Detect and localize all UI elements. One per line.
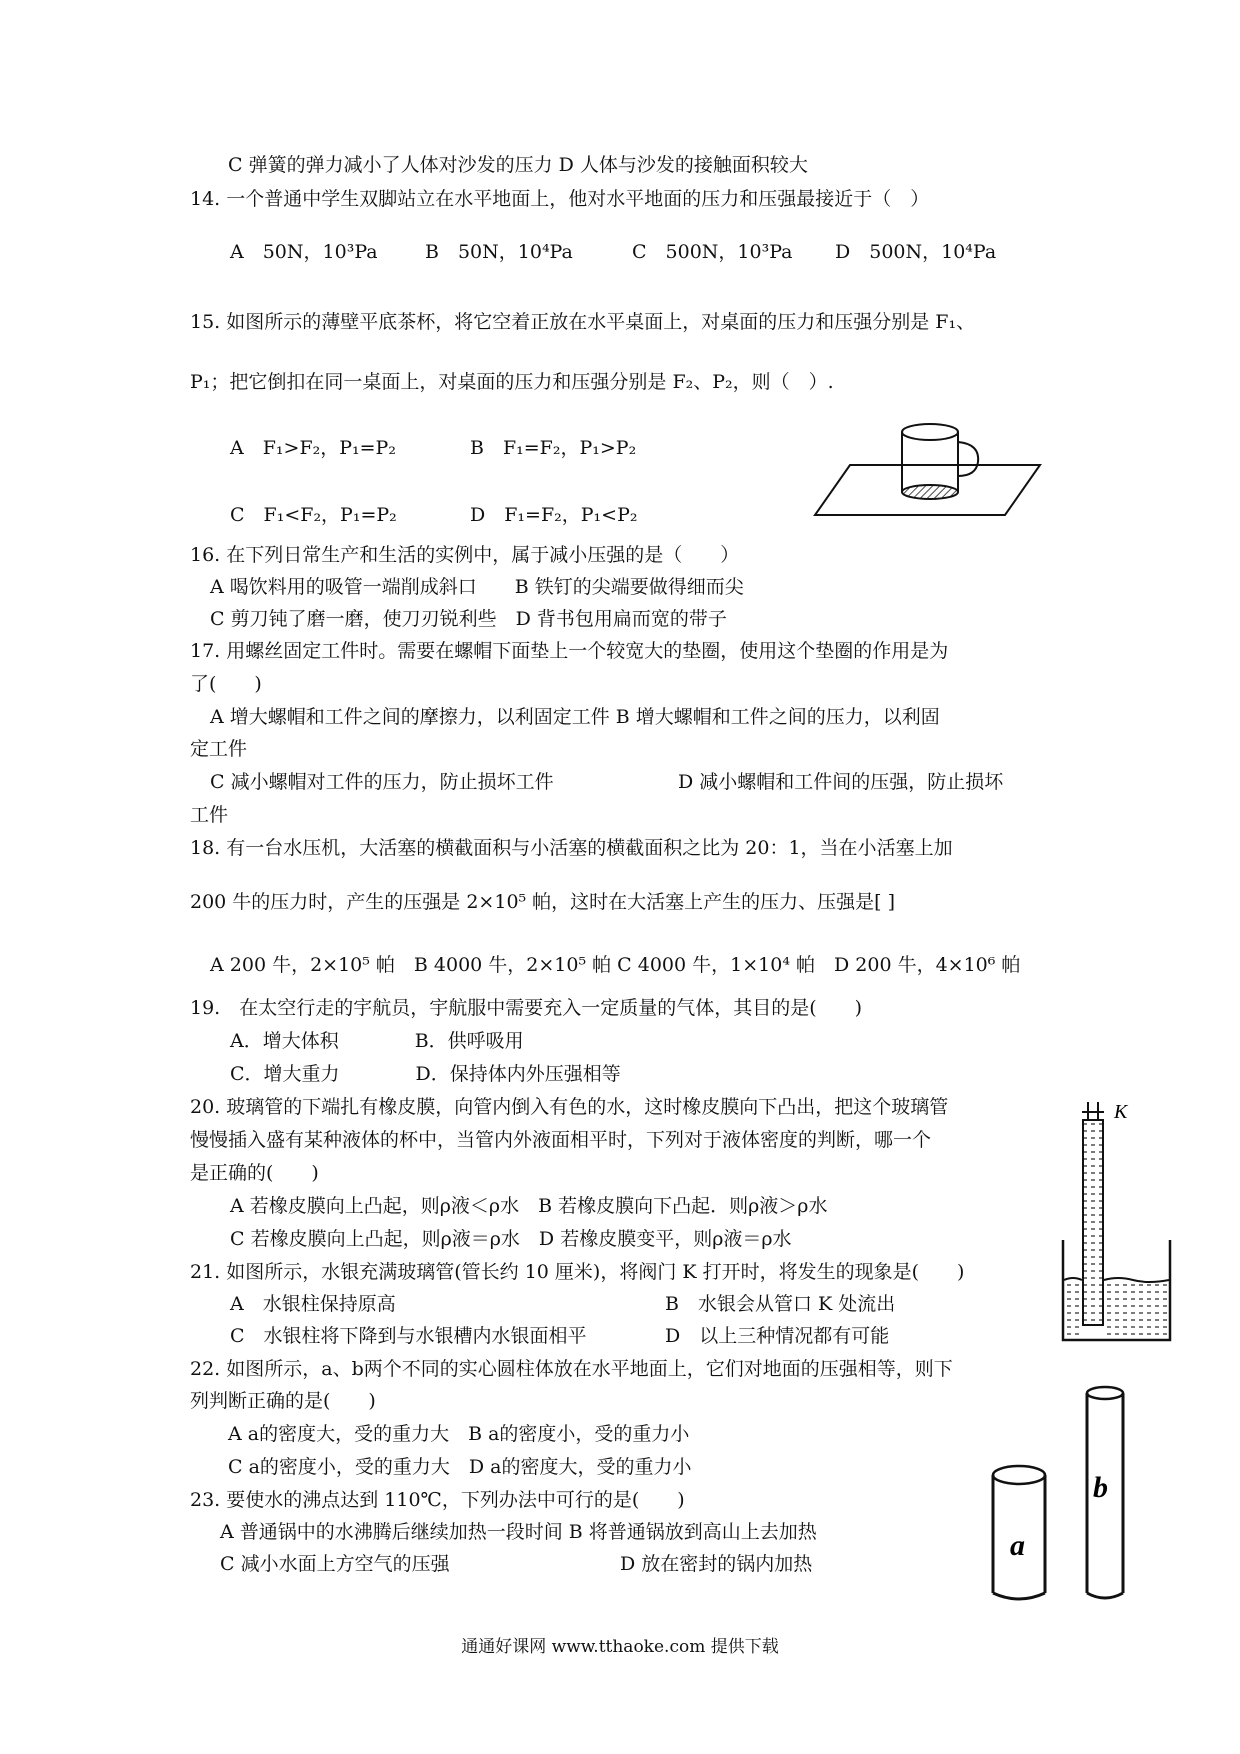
q18-options: A 200 牛，2×10⁵ 帕 B 4000 牛，2×10⁵ 帕 C 4000 牛，1×10⁴ 帕 D 200 牛，4×10⁶ 帕 [210, 954, 1021, 976]
cylinder-b-label: b [1093, 1471, 1108, 1504]
q17-options-ab: A 增大螺帽和工件之间的摩擦力，以利固定工件 B 增大螺帽和工件之间的压力，以利固 [210, 706, 940, 728]
q20-options-ab: A 若橡皮膜向上凸起，则ρ液＜ρ水 B 若橡皮膜向下凸起．则ρ液＞ρ水 [230, 1195, 828, 1217]
q15-stem-cont: P₁；把它倒扣在同一桌面上，对桌面的压力和压强分别是 F₂、P₂，则（ ）. [190, 371, 834, 393]
q21-option-c: C 水银柱将下降到与水银槽内水银面相平 [230, 1325, 587, 1347]
q17-option-b-cont: 定工件 [190, 738, 248, 760]
mercury-liquid [1104, 1282, 1169, 1339]
q20-options-cd: C 若橡皮膜向上凸起，则ρ液＝ρ水 D 若橡皮膜变平，则ρ液＝ρ水 [230, 1228, 792, 1250]
cylinder-b-top [1087, 1387, 1123, 1399]
page-footer: 通通好课网 www.tthaoke.com 提供下载 [461, 1637, 779, 1657]
q20-stem-end: 是正确的( ) [190, 1162, 319, 1184]
q23-option-c: C 减小水面上方空气的压强 [220, 1553, 450, 1575]
q15-stem: 15. 如图所示的薄壁平底茶杯，将它空着正放在水平桌面上，对桌面的压力和压强分别是 F₁、 [190, 311, 976, 333]
q14-option-c: C 500N，10³Pa [632, 241, 793, 263]
q21-option-a: A 水银柱保持原高 [230, 1293, 396, 1315]
cup-handle [958, 442, 978, 476]
q16-options-cd: C 剪刀钝了磨一磨，使刀刃锐利些 D 背书包用扁而宽的带子 [210, 608, 727, 630]
q22-stem: 22. 如图所示，a、b两个不同的实心圆柱体放在水平地面上，它们对地面的压强相等，则下 [190, 1358, 953, 1380]
q14-option-d: D 500N，10⁴Pa [835, 241, 997, 263]
mercury-tube-figure [1058, 1100, 1178, 1345]
q18-stem: 18. 有一台水压机，大活塞的横截面积与小活塞的横截面积之比为 20：1，当在小活塞上加 [190, 837, 953, 859]
q17-option-c: C 减小螺帽对工件的压力，防止损坏工件 [210, 771, 554, 793]
q23-stem: 23. 要使水的沸点达到 110℃，下列办法中可行的是( ) [190, 1489, 685, 1511]
glass-tube [1083, 1120, 1103, 1325]
q18-stem-cont: 200 牛的压力时，产生的压强是 2×10⁵ 帕，这时在大活塞上产生的压力、压强是[ ] [190, 891, 896, 913]
q14-option-a: A 50N，10³Pa [230, 241, 378, 263]
cup-base [902, 485, 958, 499]
cylinders-figure [985, 1385, 1145, 1610]
q17-stem: 17. 用螺丝固定工件时。需要在螺帽下面垫上一个较宽大的垫圈，使用这个垫圈的作用是为 [190, 640, 949, 662]
q17-stem-cont: 了( ) [190, 673, 262, 695]
q15-option-d: D F₁=F₂，P₁<P₂ [470, 504, 638, 526]
cup-on-table-figure [810, 410, 1050, 530]
q19-options-cd: C．增大重力 D．保持体内外压强相等 [230, 1063, 621, 1085]
cylinder-a-body [993, 1593, 1045, 1599]
q23-options-ab: A 普通锅中的水沸腾后继续加热一段时间 B 将普通锅放到高山上去加热 [220, 1521, 817, 1543]
q14-stem: 14. 一个普通中学生双脚站立在水平地面上，他对水平地面的压力和压强最接近于（ ） [190, 188, 930, 210]
q14-option-b: B 50N，10⁴Pa [425, 241, 573, 263]
q21-stem: 21. 如图所示，水银充满玻璃管(管长约 10 厘米)，将阀门 K 打开时，将发生的现象是( ) [190, 1261, 965, 1283]
valve-label: K [1114, 1101, 1128, 1123]
q15-option-b: B F₁=F₂，P₁>P₂ [470, 437, 637, 459]
cup-rim [902, 424, 958, 440]
q21-option-b: B 水银会从管口 K 处流出 [665, 1293, 896, 1315]
cylinder-a-label: a [1010, 1529, 1025, 1562]
q21-option-d: D 以上三种情况都有可能 [665, 1325, 890, 1347]
q15-option-a: A F₁>F₂，P₁=P₂ [230, 437, 396, 459]
q17-option-d-cont: 工件 [190, 804, 229, 826]
q22-options-cd: C a的密度小，受的重力大 D a的密度大，受的重力小 [228, 1456, 692, 1478]
q19-stem: 19. 在太空行走的宇航员，宇航服中需要充入一定质量的气体，其目的是( ) [190, 997, 863, 1019]
q22-stem-cont: 列判断正确的是( ) [190, 1390, 376, 1412]
q13-option-cd: C 弹簧的弹力减小了人体对沙发的压力 D 人体与沙发的接触面积较大 [228, 154, 808, 176]
q20-stem-cont: 慢慢插入盛有某种液体的杯中，当管内外液面相平时，下列对于液体密度的判断，哪一个 [190, 1129, 932, 1151]
q23-option-d: D 放在密封的锅内加热 [620, 1553, 813, 1575]
q16-stem: 16. 在下列日常生产和生活的实例中，属于减小压强的是（ ） [190, 544, 740, 566]
cylinder-a-top [993, 1466, 1045, 1484]
cylinder-b-body [1087, 1593, 1123, 1598]
q22-options-ab: A a的密度大，受的重力大 B a的密度小，受的重力小 [228, 1423, 690, 1445]
q17-option-d: D 减小螺帽和工件间的压强，防止损坏 [678, 771, 1004, 793]
q15-option-c: C F₁<F₂，P₁=P₂ [230, 504, 397, 526]
q20-stem: 20. 玻璃管的下端扎有橡皮膜，向管内倒入有色的水，这时橡皮膜向下凸出，把这个玻璃管 [190, 1096, 949, 1118]
q16-options-ab: A 喝饮料用的吸管一端削成斜口 B 铁钉的尖端要做得细而尖 [210, 576, 744, 598]
q19-options-ab: A．增大体积 B．供呼吸用 [230, 1030, 524, 1052]
